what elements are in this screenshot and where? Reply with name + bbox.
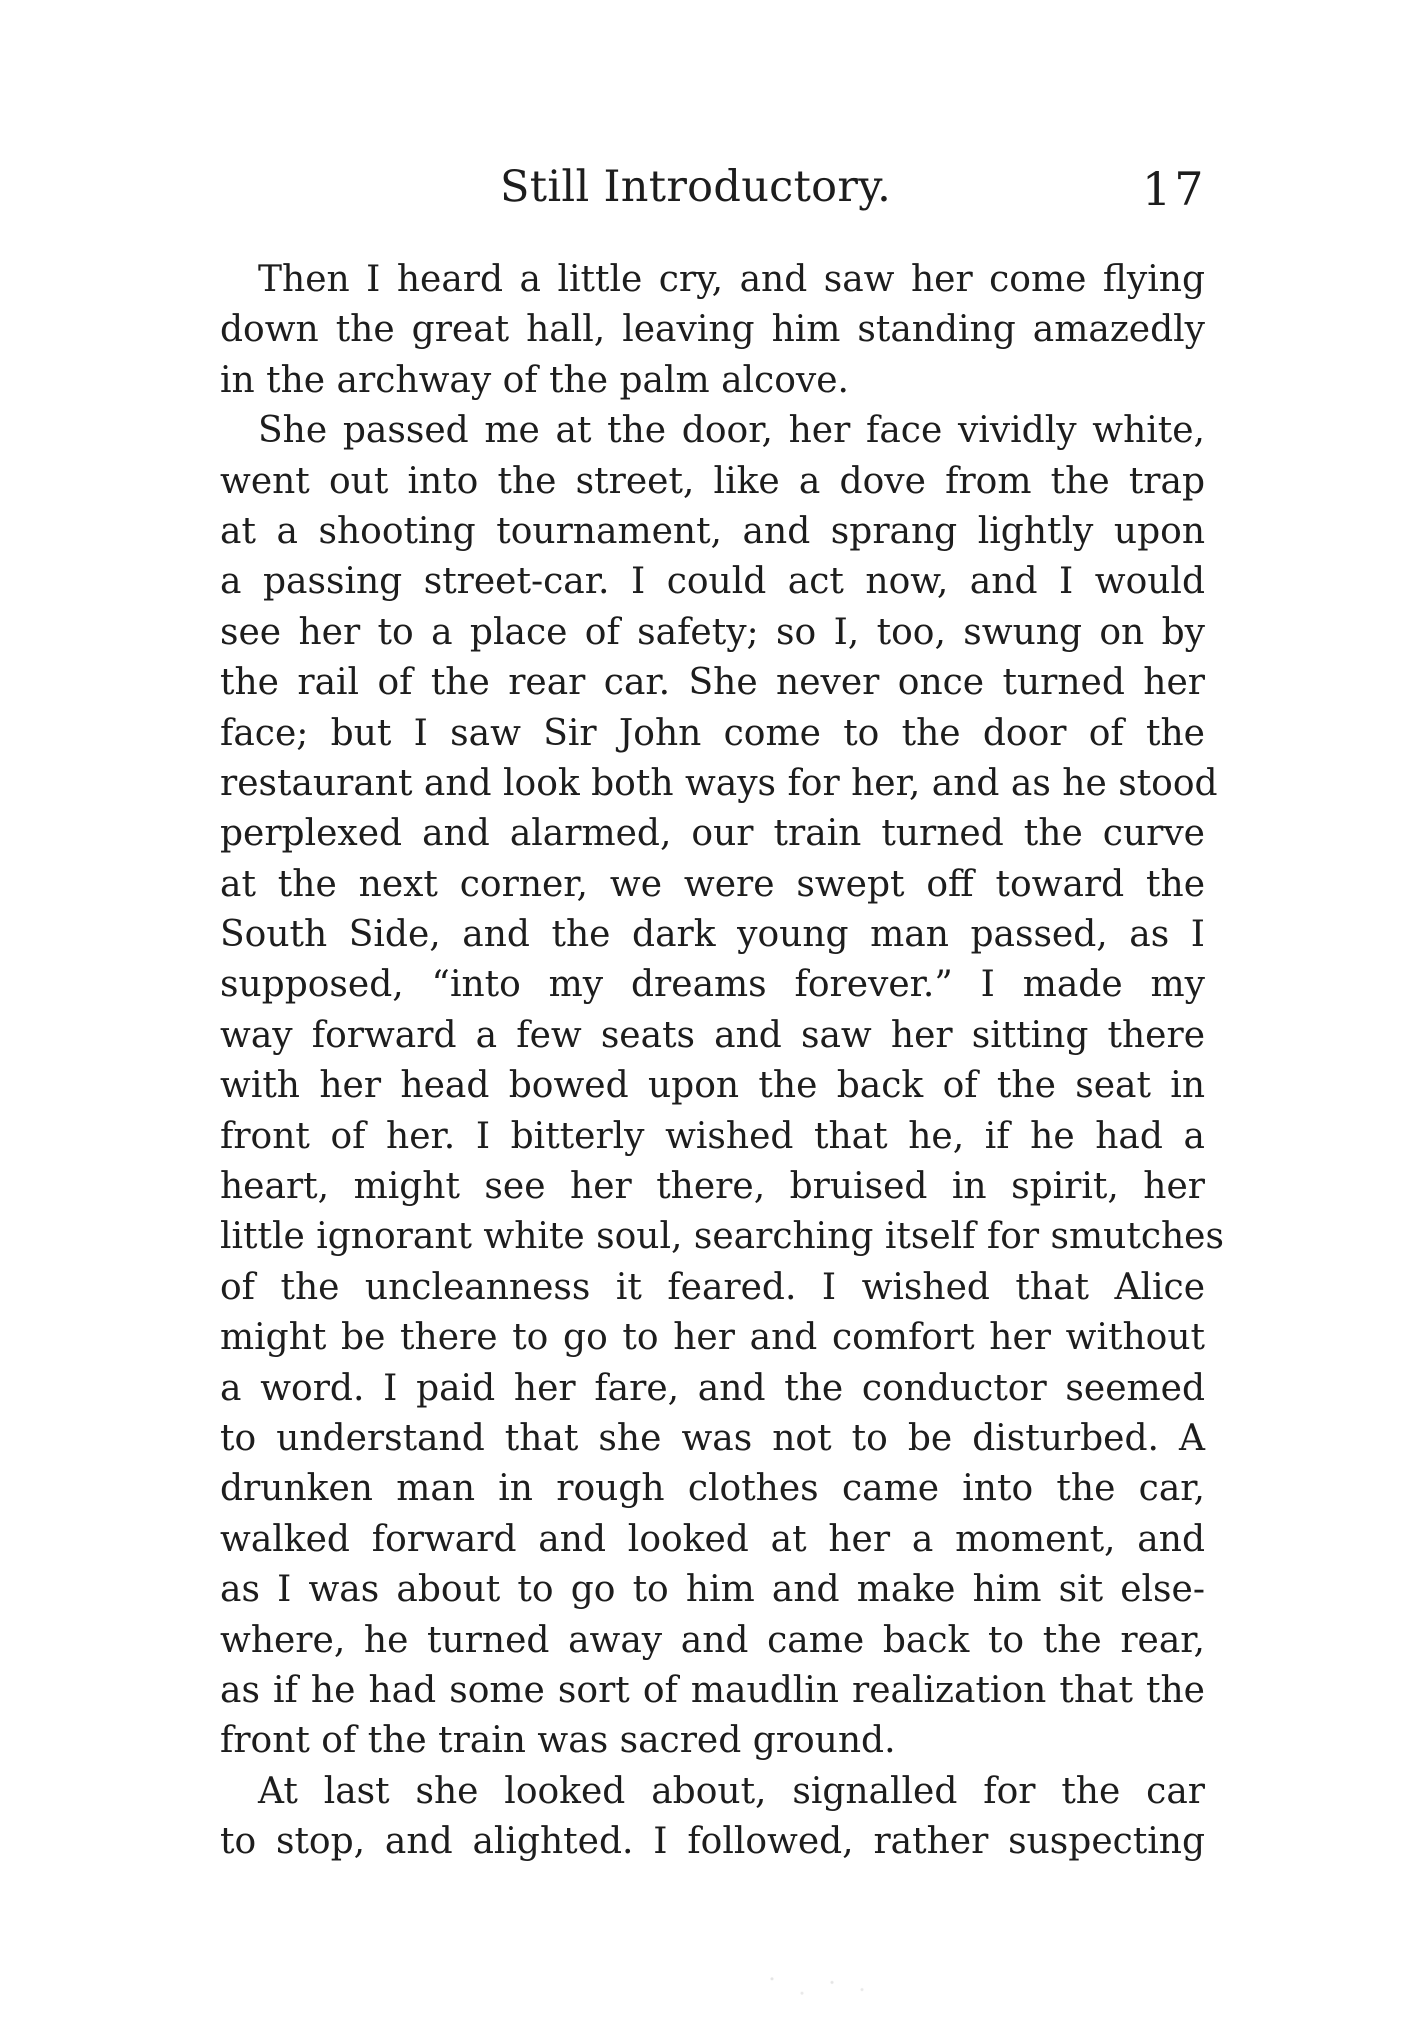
text-line: as I was about to go to him and make him sit else- (220, 1569, 1205, 1611)
body-text (220, 255, 1224, 1868)
text-line: down the great hall, leaving him standing amazedly (220, 309, 1205, 351)
text-line: restaurant and look both ways for her, and as he stood (220, 762, 1218, 804)
paragraph-1 (220, 255, 1205, 406)
text-line: At last she looked about, signalled for the car (258, 1770, 1205, 1812)
text-line: in the archway of the palm alcove. (220, 359, 849, 401)
text-line: South Side, and the dark young man passed, as I (220, 914, 1205, 956)
text-line: at the next corner, we were swept off toward the (220, 863, 1205, 905)
text-line: front of the train was sacred ground. (220, 1720, 896, 1762)
text-line: way forward a few seats and saw her sitting there (220, 1014, 1205, 1056)
running-header-title: Still Introductory. (500, 162, 892, 212)
text-line: to understand that she was not to be disturbed. A (220, 1417, 1205, 1459)
text-line: as if he had some sort of maudlin realization that the (220, 1669, 1205, 1711)
text-line: the rail of the rear car. She never once turned her (220, 662, 1205, 704)
text-line: at a shooting tournament, and sprang lightly upon (220, 510, 1205, 552)
text-line: to stop, and alighted. I followed, rather suspecting (220, 1821, 1205, 1863)
text-line: perplexed and alarmed, our train turned the curve (220, 813, 1205, 855)
text-line: She passed me at the door, her face vividly white, (258, 410, 1205, 452)
text-line: a passing street-car. I could act now, and I would (220, 561, 1205, 603)
paragraph-2 (220, 406, 1224, 1767)
text-line: walked forward and looked at her a moment, and (220, 1518, 1205, 1560)
text-line: of the uncleanness it feared. I wished that Alice (220, 1266, 1205, 1308)
text-line: drunken man in rough clothes came into the car, (220, 1468, 1205, 1510)
scan-speckle (760, 1968, 880, 2004)
text-line: Then I heard a little cry, and saw her come flying (258, 259, 1205, 300)
text-line: went out into the street, like a dove from the trap (220, 460, 1205, 502)
text-line: with her head bowed upon the back of the seat in (220, 1065, 1205, 1107)
page-number: 17 (1142, 162, 1207, 216)
text-line: a word. I paid her fare, and the conductor seemed (220, 1367, 1205, 1409)
text-line: front of her. I bitterly wished that he, if he had a (220, 1115, 1205, 1157)
text-line: might be there to go to her and comfort her without (220, 1317, 1205, 1359)
text-line: supposed, “into my dreams forever.” I made my (220, 964, 1205, 1006)
text-line: see her to a place of safety; so I, too, swung on by (220, 611, 1205, 653)
paragraph-3 (220, 1767, 1205, 1868)
text-line: face; but I saw Sir John come to the door of the (220, 712, 1205, 754)
text-line: heart, might see her there, bruised in spirit, her (220, 1166, 1205, 1208)
text-line: where, he turned away and came back to the rear, (220, 1619, 1205, 1661)
text-line: little ignorant white soul, searching itself for smutches (220, 1216, 1224, 1258)
